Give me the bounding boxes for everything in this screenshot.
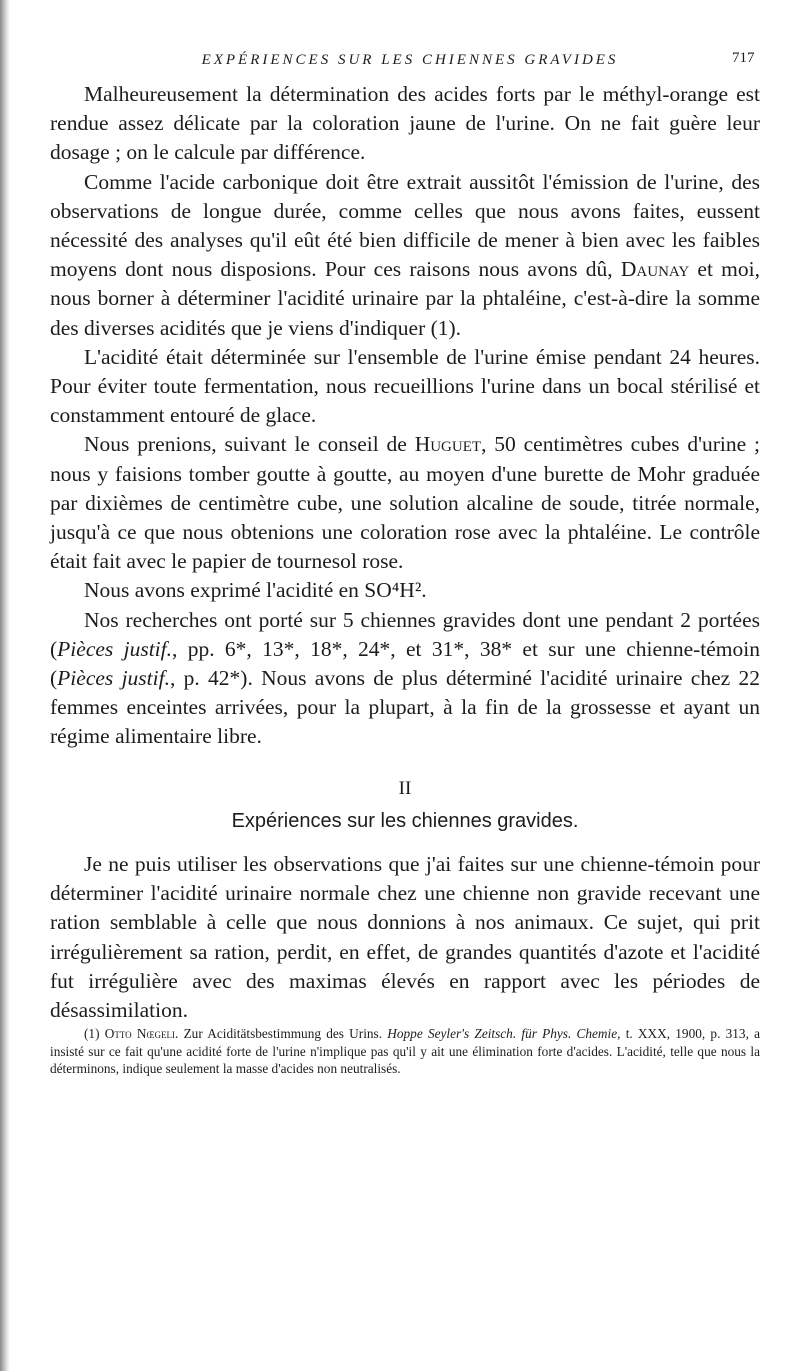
section-title: Expériences sur les chiennes gravides. — [231, 809, 579, 832]
text-run: Comme l'acide carbonique doit être extrait aussitôt l'émission de l'urine, des observations de longue durée, comme celles que nous avons faites, eussent nécessité des analyses qu'il eût été bien difficile de mener à bien avec les faibles moyens dont nous disposions. Pour ces raisons nous avons dû, — [50, 169, 760, 282]
text-run: , 50 centimètres cubes d'urine ; nous y faisions tomber goutte à goutte, au moyen d'une burette de Mohr graduée par dixièmes de centimètre cube, une solution alcaline de soude, titrée normale, jusqu'à ce que nous obtenions une coloration rose avec la phtaléine. Le contrôle était fait avec le papier de tournesol rose. — [50, 432, 760, 574]
footnote-marker: (1) — [84, 1026, 100, 1042]
footnote — [50, 1025, 760, 1078]
reference-pieces-justif: Pièces justif. — [57, 666, 170, 691]
text-run: et moi, nous borner à déterminer l'acidité urinaire par la phtaléine, c'est-à-dire la somme des diverses acidités que je viens d'indiquer (1). — [50, 257, 760, 340]
paragraph-so4h2: Nous avons exprimé l'acidité en SO⁴H². — [84, 578, 427, 603]
author-name-huguet: Huguet — [414, 432, 482, 457]
paragraph-method — [50, 430, 760, 576]
text-run: , pp. 6*, 13*, 18*, 24*, et 31*, 38* et sur une chienne-témoin ( — [50, 636, 760, 691]
section-number: II — [398, 777, 412, 799]
reference-pieces-justif: Pièces justif. — [57, 636, 172, 661]
page-number: 717 — [732, 50, 755, 66]
paragraph-acidity-24h: L'acidité était déterminée sur l'ensemble de l'urine émise pendant 24 heures. Pour éviter toute fermentation, nous recueillions l'urine dans un bocal stérilisé et constamment entouré de glace. — [50, 344, 760, 428]
paragraph-carbonic-acid — [50, 168, 760, 343]
paragraph-methyl-orange: Malheureusement la détermination des acides forts par le méthyl-orange est rendue assez délicate par la coloration jaune de l'urine. On ne fait guère leur dosage ; on le calcule par différence. — [50, 82, 760, 165]
book-spine-shadow — [0, 0, 10, 1371]
text-run: , t. XXX, 1900, p. 313, a insisté sur ce fait qu'une acidité forte de l'urine n'implique pas qu'il y ait une élimination forte d'acides. L'acidité, telle que nous la déterminons, indique seulement la masse d'acides non neutralisés. — [50, 1026, 761, 1077]
text-run: Nos recherches ont porté sur 5 chiennes gravides dont une pendant 2 portées ( — [50, 607, 760, 661]
text-run: . Zur Aciditätsbestimmung des Urins. — [175, 1026, 388, 1042]
body-text — [50, 80, 760, 1078]
author-name-daunay: Daunay — [620, 257, 690, 282]
text-run: , p. 42*). Nous avons de plus déterminé l'acidité urinaire chez 22 femmes enceintes arrivées, pour la plupart, à la fin de la grossesse et ayant un régime alimentaire libre. — [50, 666, 760, 749]
paragraph-research-subjects — [50, 606, 760, 752]
footnote-journal: Hoppe Seyler's Zeitsch. für Phys. Chemie — [387, 1026, 618, 1042]
text-run: Nous prenions, suivant le conseil de — [84, 432, 415, 457]
running-header: EXPÉRIENCES SUR LES CHIENNES GRAVIDES — [201, 52, 619, 68]
paragraph-control-dog: Je ne puis utiliser les observations que j'ai faites sur une chienne-témoin pour déterminer l'acidité urinaire normale chez une chienne non gravide recevant une ration semblable à celle que nous donnions à nos animaux. Ce sujet, qui prit irrégulièrement sa ration, perdit, en effet, de grandes quantités d'azote et l'acidité fut irrégulière avec des maximas élevés en rapport avec les périodes de désassimilation. — [50, 852, 760, 1023]
footnote-author: Otto Nœgeli — [104, 1026, 176, 1042]
